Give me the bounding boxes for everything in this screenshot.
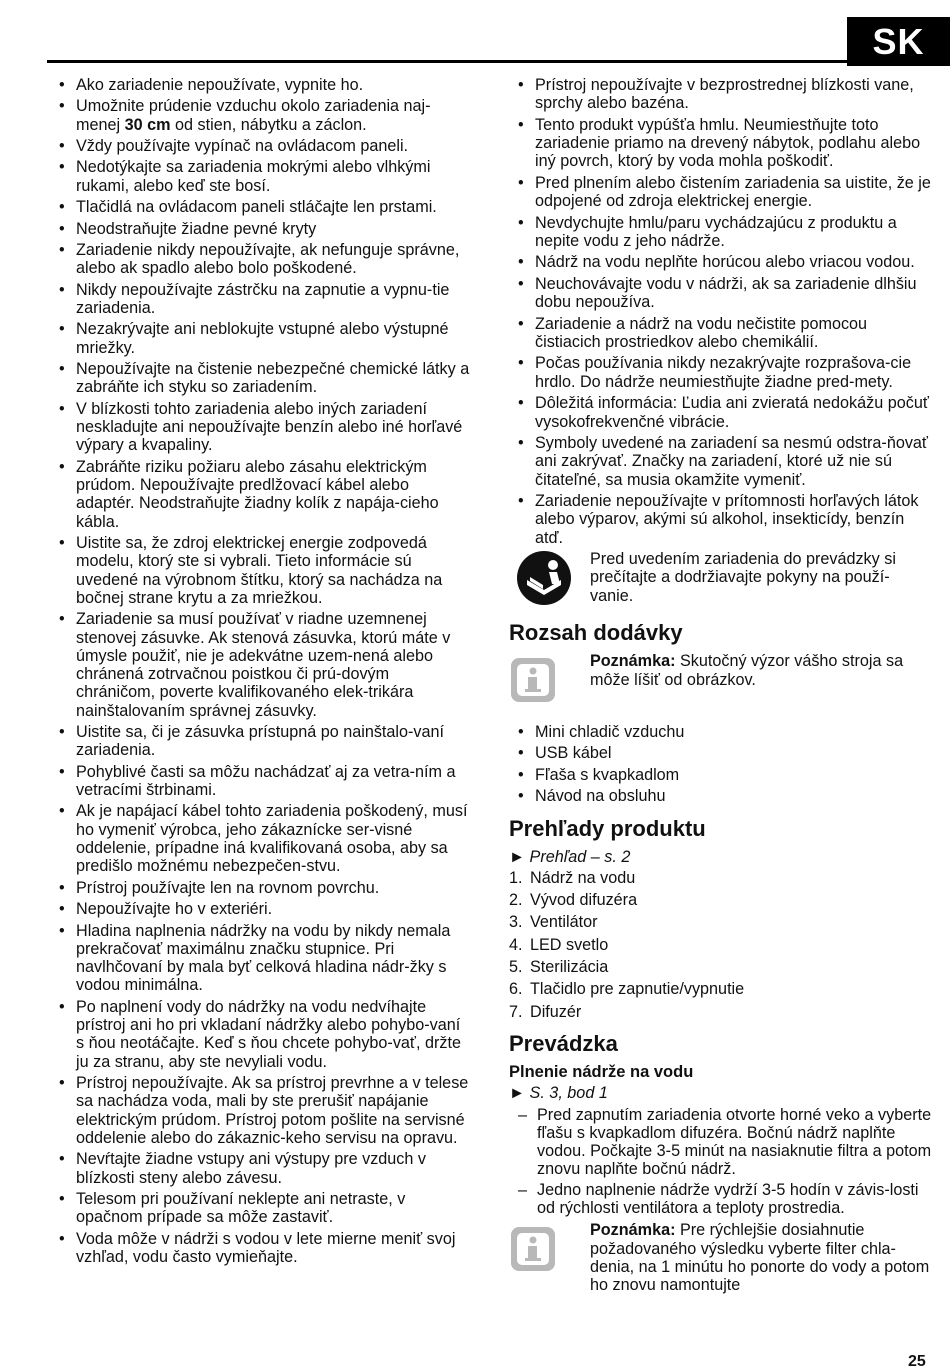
list-item: 3. Ventilátor [509, 913, 598, 932]
subsection-title: Plnenie nádrže na vodu [509, 1062, 694, 1081]
list-item: • Zabráňte riziku požiaru alebo zásahu elektrickým prúdom. Nepoužívajte predlžovací kábel alebo adaptér. Neodstraňujte žiadny kolík z napája-cieho kábla. [57, 458, 471, 531]
list-item: • Prístroj používajte len na rovnom povrchu. [57, 879, 471, 897]
list-item: • Uistite sa, či je zásuvka prístupná po nainštalo-vaní zariadenia. [57, 723, 471, 760]
list-item: • Mini chladič vzduchu [516, 723, 932, 741]
scope-list [516, 723, 932, 806]
list-item: • Pohyblivé časti sa môžu nachádzať aj za vetra-ním a vetracími štrbinami. [57, 763, 471, 800]
operation-reference: ► S. 3, bod 1 [509, 1084, 608, 1103]
list-item: • Fľaša s kvapkadlom [516, 766, 932, 784]
list-item: 6. Tlačidlo pre zapnutie/vypnutie [509, 980, 745, 999]
manual-notice [516, 550, 932, 610]
read-manual-icon [516, 550, 574, 610]
language-badge: SK [847, 17, 950, 66]
list-item: • Ako zariadenie nepoužívate, vypnite ho. [57, 76, 471, 94]
list-item: • Nikdy nepoužívajte zástrčku na zapnutie a vypnu-tie zariadenia. [57, 281, 471, 318]
list-item: • Umožnite prúdenie vzduchu okolo zariadenia naj-menej 30 cm od stien, nábytku a záclon. [57, 97, 471, 134]
list-item: • Dôležitá informácia: Ľudia ani zvieratá nedokážu počuť vysokofrekvenčné vibrácie. [516, 394, 932, 431]
section-title: Prehľady produktu [509, 815, 706, 841]
info-note-icon [516, 652, 574, 708]
list-item: • USB kábel [516, 744, 932, 762]
list-item: • Symboly uvedené na zariadení sa nesmú odstra-ňovať ani zakrývať. Značky na zariadení, ktoré už nie sú čitateľné, sa musia okamžite vymeniť. [516, 434, 932, 489]
list-item: 7. Difuzér [509, 1002, 582, 1021]
list-item: 2. Vývod difuzéra [509, 891, 638, 910]
list-item: • Zariadenie nikdy nepoužívajte, ak nefunguje správne, alebo ak spadlo alebo bolo poškodené. [57, 241, 471, 278]
list-item: 1. Nádrž na vodu [509, 868, 636, 887]
list-item: • Po naplnení vody do nádržky na vodu nedvíhajte prístroj ani ho pri vkladaní nádržky alebo pohybo-vaní s ňou neotáčajte. Keď s ňou chcete pohybo-vať, držte ju za stranu, aby ste nevyliali vodu. [57, 998, 471, 1071]
list-item: – Jedno naplnenie nádrže vydrží 3-5 hodín v závis-losti od rýchlosti ventilátora a teploty prostredia. [518, 1181, 932, 1218]
list-item: • Nádrž na vodu neplňte horúcou alebo vriacou vodou. [516, 253, 932, 271]
list-item: • Neodstraňujte žiadne pevné kryty [57, 220, 471, 238]
header-rule [47, 60, 847, 63]
overview-list [509, 868, 932, 1021]
list-item: • Telesom pri používaní neklepte ani netraste, v opačnom prípade sa môže zastaviť. [57, 1190, 471, 1227]
list-item: 4. LED svetlo [509, 935, 609, 954]
list-item: • Vždy používajte vypínač na ovládacom paneli. [57, 137, 471, 155]
list-item: • Ak je napájací kábel tohto zariadenia poškodený, musí ho vymeniť výrobca, jeho zákaznícke ser-visné oddelenie, prípadne iná kvalifikovaná osoba, aby sa predišlo možnému nebezpečen-stvu. [57, 802, 471, 875]
list-item: • Zariadenie a nádrž na vodu nečistite pomocou čistiacich prostriedkov alebo chemikálií. [516, 315, 932, 352]
list-item: • Nedotýkajte sa zariadenia mokrými alebo vlhkými rukami, alebo keď ste bosí. [57, 158, 471, 195]
right-column [509, 76, 932, 1295]
page-number: 25 [908, 1353, 926, 1370]
list-item: • Uistite sa, že zdroj elektrickej energie zodpovedá modelu, ktorý ste si vybrali. Tieto informácie sú uvedené na výrobnom štítku, ktorý sa nachádza na bočnej strane krytu a za mriežkou. [57, 534, 471, 607]
list-item: • Nepoužívajte ho v exteriéri. [57, 900, 471, 918]
safety-list-right [516, 76, 932, 547]
list-item: • V blízkosti tohto zariadenia alebo iných zariadení neskladujte ani nepoužívajte benzín alebo iné horľavé výpary a kvapaliny. [57, 400, 471, 455]
list-item: • Nevdychujte hmlu/paru vychádzajúcu z produktu a nepite vodu z jeho nádrže. [516, 214, 932, 251]
list-item: • Počas používania nikdy nezakrývajte rozprašova-cie hrdlo. Do nádrže neumiestňujte žiadne pred-mety. [516, 354, 932, 391]
list-item: • Hladina naplnenia nádržky na vodu by nikdy nemala prekračovať maximálnu značku stupnice. Pri navlhčovaní by mala byť celková hladina nádr-žky s vodou minimálna. [57, 922, 471, 995]
section-title: Rozsah dodávky [509, 620, 683, 646]
list-item: • Zariadenie nepoužívajte v prítomnosti horľavých látok alebo výparov, akými sú alkohol, insekticídy, benzín atď. [516, 492, 932, 547]
operation-steps [516, 1106, 932, 1218]
safety-list-left [57, 76, 471, 1266]
list-item: • Pred plnením alebo čistením zariadenia sa uistite, že je odpojené od zdroja elektrickej energie. [516, 174, 932, 211]
list-item: • Neuchovávajte vodu v nádrži, ak sa zariadenie dlhšiu dobu nepoužíva. [516, 275, 932, 312]
list-item: • Nezakrývajte ani neblokujte vstupné alebo výstupné mriežky. [57, 320, 471, 357]
info-note-icon [516, 1221, 574, 1277]
list-item: 5. Sterilizácia [509, 958, 609, 977]
list-item: • Nevŕtajte žiadne vstupy ani výstupy pre vzduch v blízkosti steny alebo závesu. [57, 1150, 471, 1187]
note-box: Poznámka: Skutočný výzor vášho stroja sa môže líšiť od obrázkov. [516, 652, 932, 708]
section-title: Prevádzka [509, 1030, 618, 1056]
left-column [57, 76, 471, 1269]
list-item: – Pred zapnutím zariadenia otvorte horné veko a vyberte fľašu s kvapkadlom difuzéra. Bočnú nádrž naplňte vodou. Počkajte 3-5 minút na nasiaknutie filtra a potom znovu naplňte bočnú nádrž. [518, 1106, 932, 1179]
list-item: • Voda môže v nádrži s vodou v lete mierne meniť svoj vzhľad, vodu často vymieňajte. [57, 1230, 471, 1267]
list-item: • Tlačidlá na ovládacom paneli stláčajte len prstami. [57, 198, 471, 216]
list-item: • Nepoužívajte na čistenie nebezpečné chemické látky a zabráňte ich styku so zariadením. [57, 360, 471, 397]
list-item: • Prístroj nepoužívajte. Ak sa prístroj prevrhne a v telese sa nachádza voda, mali by ste prerušiť napájanie elektrickým prúdom. Prístroj potom pošlite na servisné oddelenie alebo do zákaznic-keho servisu na opravu. [57, 1074, 471, 1147]
list-item: • Prístroj nepoužívajte v bezprostrednej blízkosti vane, sprchy alebo bazéna. [516, 76, 932, 113]
manual-notice-text: Pred uvedením zariadenia do prevádzky si prečítajte a dodržiavajte pokyny na použí-vanie. [590, 550, 896, 605]
list-item: • Zariadenie sa musí používať v riadne uzemnenej stenovej zásuvke. Ak stenová zásuvka, ktorú máte v úmysle použiť, nie je adekvátne uzem-nená alebo chránená zotrvačnou poistkou či prú-dovým chráničom, poverte kvalifikovaného elek-trikára nainštalovaním správnej zásuvky. [57, 610, 471, 720]
list-item: • Návod na obsluhu [516, 787, 932, 805]
note-box: Poznámka: Pre rýchlejšie dosiahnutie požadovaného výsledku vyberte filter chla-denia, na 1 minútu ho ponorte do vody a potom ho znovu namontujte [516, 1221, 932, 1294]
list-item: • Tento produkt vypúšťa hmlu. Neumiestňujte toto zariadenie priamo na drevený nábytok, podlahu alebo iný povrch, ktorý by voda mohla poškodiť. [516, 116, 932, 171]
overview-reference: ► Prehľad – s. 2 [509, 847, 631, 866]
